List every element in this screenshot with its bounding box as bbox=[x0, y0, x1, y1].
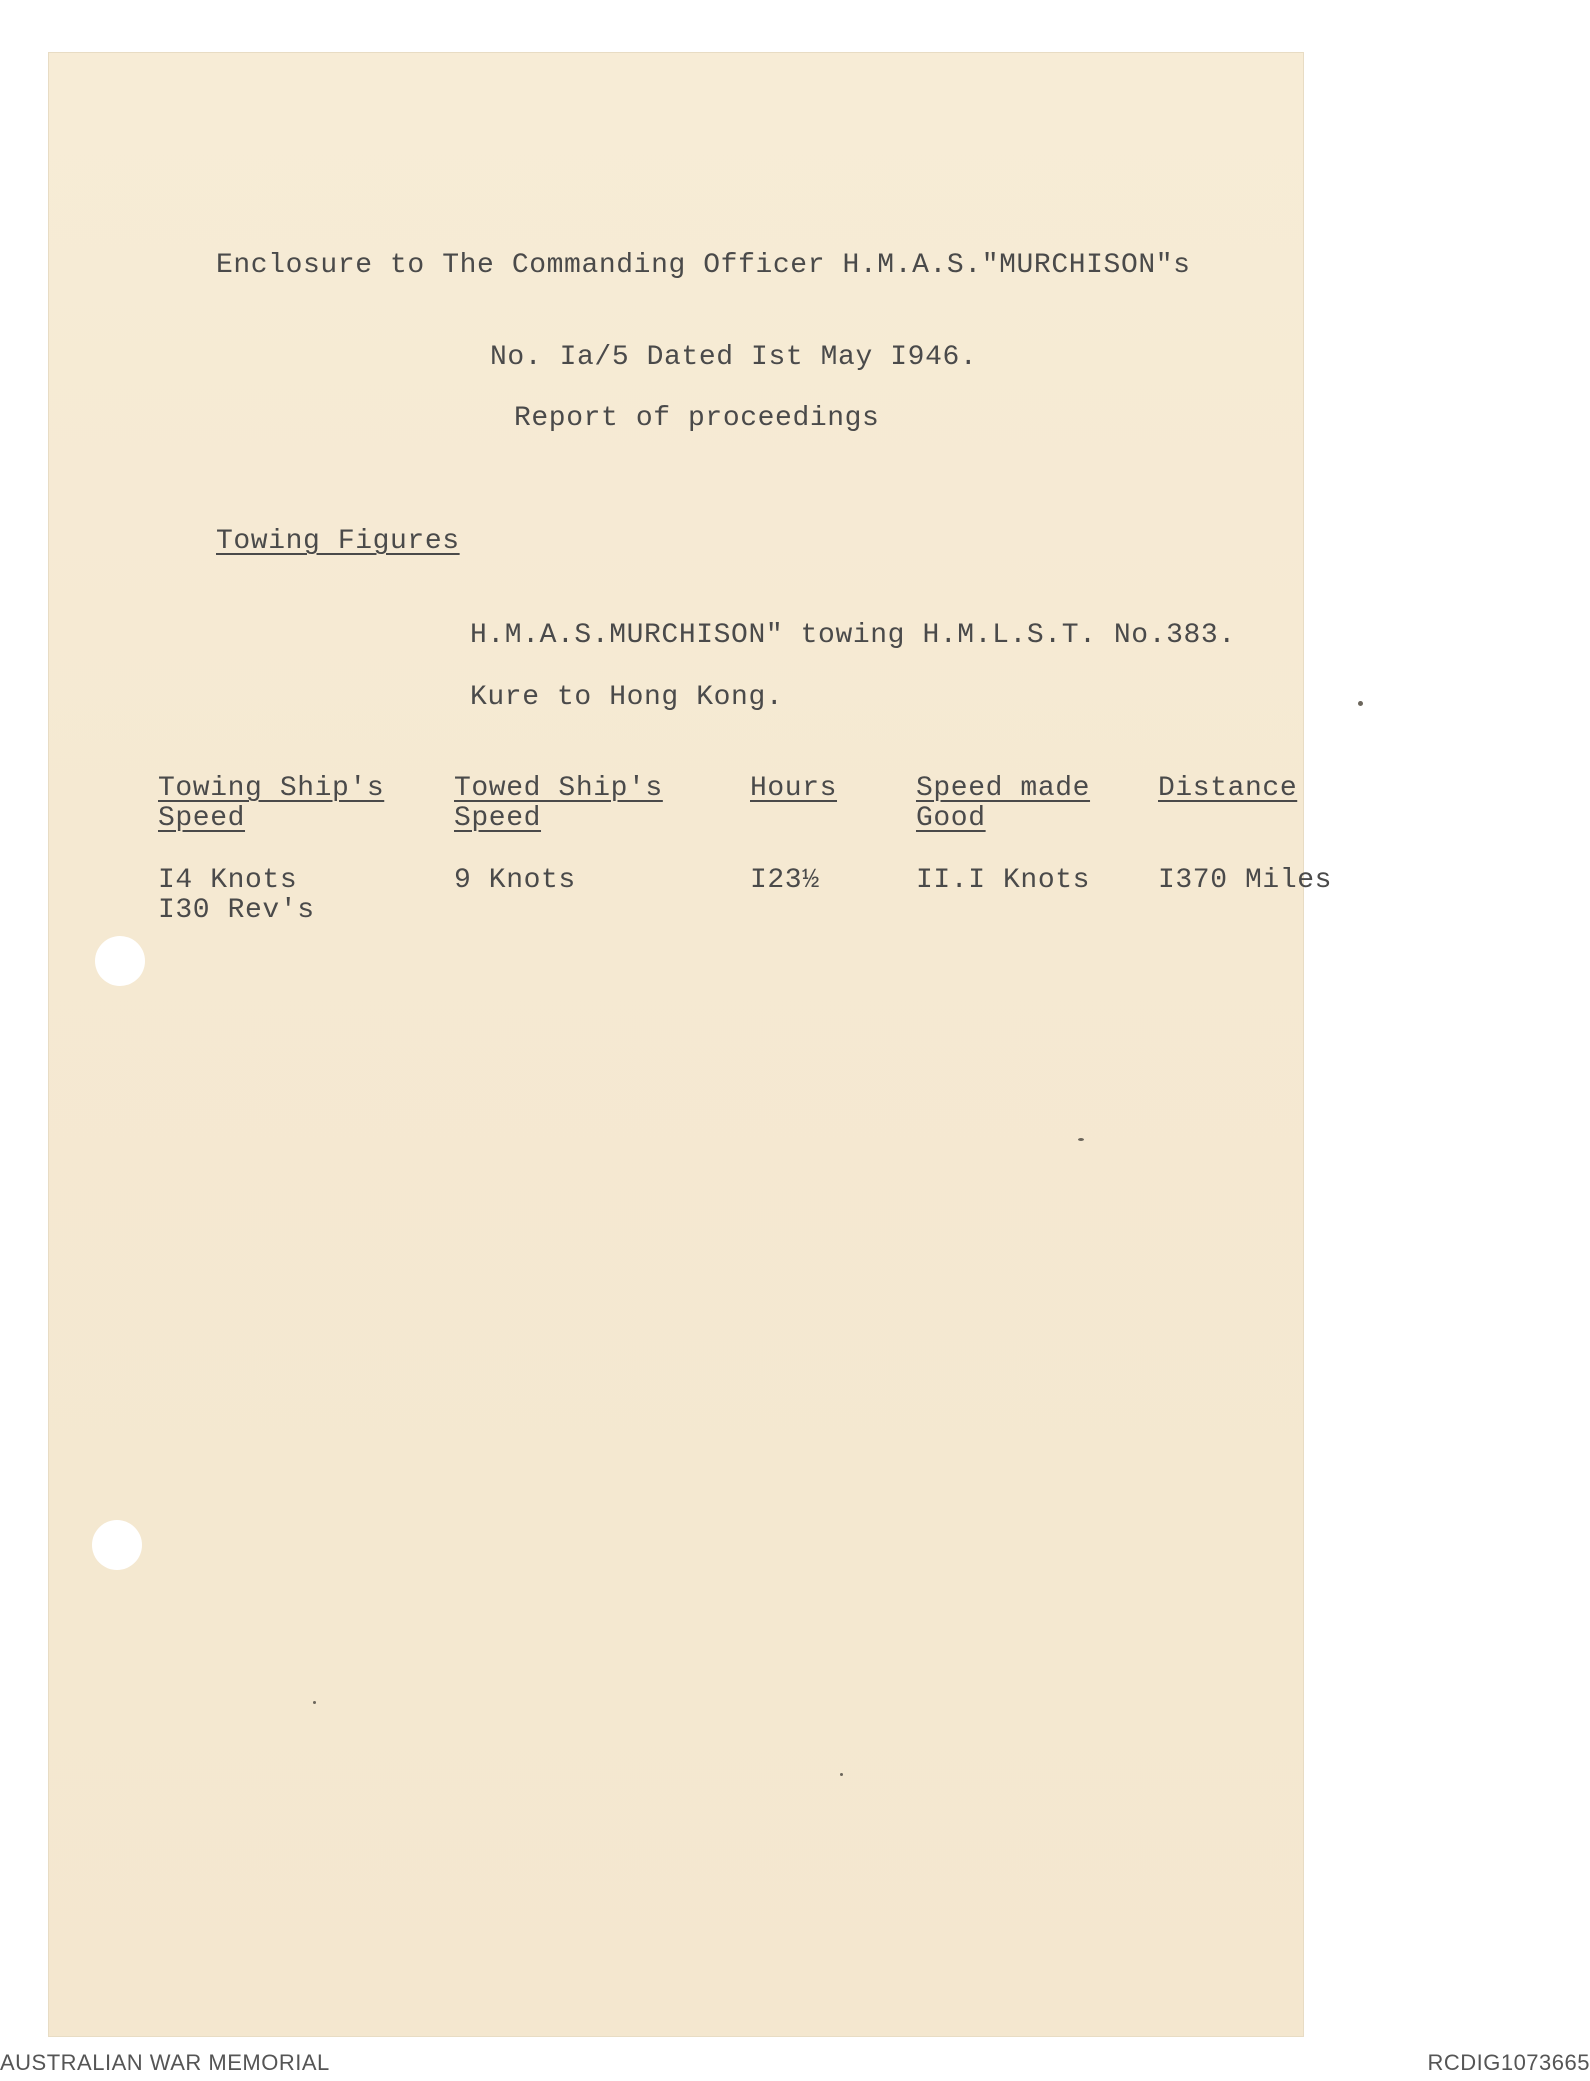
header-line-3: Report of proceedings bbox=[514, 403, 880, 434]
column-header-hours: Hours bbox=[750, 773, 838, 804]
column-header-distance: Distance bbox=[1158, 773, 1298, 804]
header-line-2: No. Ia/5 Dated Ist May I946. bbox=[490, 342, 978, 373]
column-header-towing-ship-speed-line1: Towing Ship's bbox=[158, 773, 385, 804]
section-heading: Towing Figures bbox=[216, 526, 460, 557]
column-header-speed-made-good-line1: Speed made bbox=[916, 773, 1091, 804]
route-description: Kure to Hong Kong. bbox=[470, 682, 784, 713]
cell-distance: I370 Miles bbox=[1158, 865, 1333, 896]
footer-archive-label: AUSTRALIAN WAR MEMORIAL bbox=[0, 2050, 330, 2075]
punch-hole-bottom bbox=[92, 1520, 142, 1570]
cell-towed-speed: 9 Knots bbox=[454, 865, 576, 896]
ink-speck bbox=[1078, 1138, 1084, 1141]
towing-description: H.M.A.S.MURCHISON" towing H.M.L.S.T. No.383. bbox=[470, 620, 1236, 651]
column-header-towed-ship-speed-line1: Towed Ship's bbox=[454, 773, 663, 804]
column-header-towed-ship-speed-line2: Speed bbox=[454, 803, 542, 834]
cell-speed-made-good: II.I Knots bbox=[916, 865, 1091, 896]
header-line-1: Enclosure to The Commanding Officer H.M.A.S."MURCHISON"s bbox=[216, 250, 1191, 281]
column-header-speed-made-good-line2: Good bbox=[916, 803, 986, 834]
cell-towing-speed: I4 Knots bbox=[158, 865, 298, 896]
cell-towing-revs: I30 Rev's bbox=[158, 895, 315, 926]
column-header-towing-ship-speed-line2: Speed bbox=[158, 803, 246, 834]
ink-speck bbox=[1358, 701, 1363, 706]
ink-speck bbox=[313, 1701, 316, 1704]
footer-record-id: RCDIG1073665 bbox=[1427, 2050, 1590, 2075]
punch-hole-top bbox=[95, 936, 145, 986]
ink-speck bbox=[840, 1773, 843, 1776]
cell-hours: I23½ bbox=[750, 865, 820, 896]
